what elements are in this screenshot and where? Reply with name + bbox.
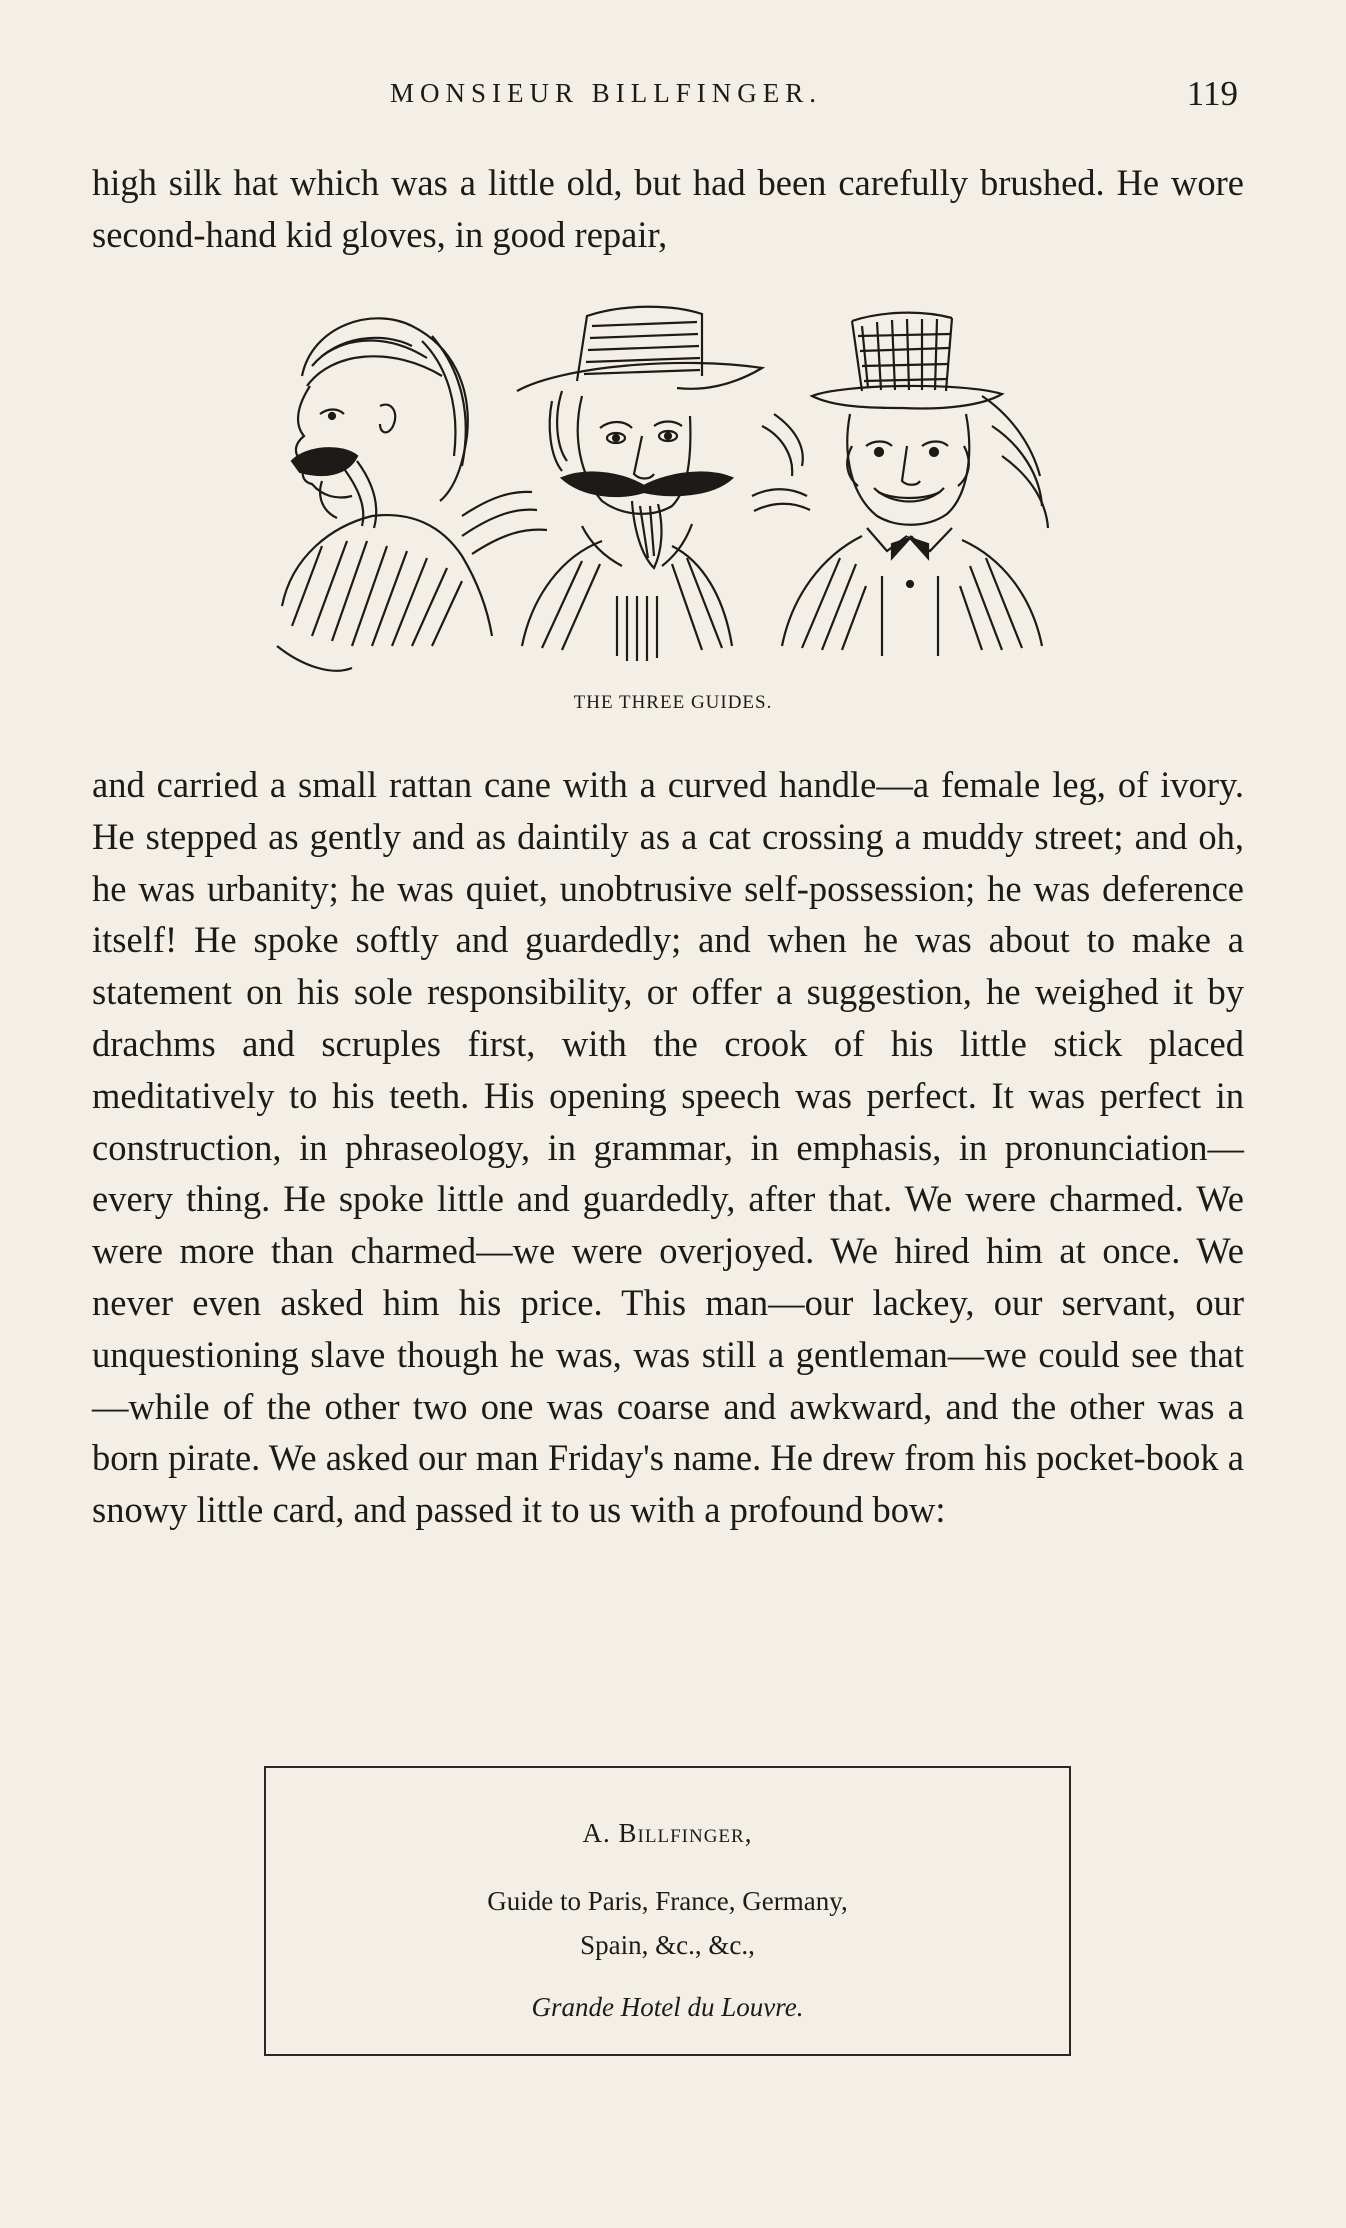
page-number: 119 [1186,74,1238,113]
card-description-line-2: Spain, &c., &c., [580,1930,755,1960]
business-card [264,1766,1071,2056]
paragraph-top: high silk hat which was a little old, but had been carefully brushed. He wore second-hand kid gloves, in good repair, [92,162,1244,255]
paragraph-main: and carried a small rattan cane with a curved handle—a female leg, of ivory. He stepped as gently and as daintily as a cat crossing a muddy street; and oh, he was urbanity; he was quiet, unobtrusive self-possession; he was deference itself! He spoke softly and guardedly; and when he was about to make a statement on his sole responsibility, or offer a suggestion, he weighed it by drachms and scruples first, with the crook of his little stick placed meditatively to his teeth. His opening speech was perfect. It was perfect in construction, in phraseology, in grammar, in emphasis, in pronunciation—every thing. He spoke little and guardedly, after that. We were charmed. We were more than charmed—we were overjoyed. We hired him at once. We never even asked him his price. This man—our lackey, our servant, our unquestioning slave though he was, was still a gentleman—we could see that —while of the other two one was coarse and awkward, and the other was a born pirate. We asked our man Friday's name. He drew from his pocket-book a snowy little card, and passed it to us with a profound bow: [92,764,1244,1531]
running-title: MONSIEUR BILLFINGER. [390,78,823,108]
guide-right-figure [752,313,1048,656]
card-name: A. Billfinger, [582,1818,753,1848]
guide-left-figure [277,318,492,670]
card-description-line-1: Guide to Paris, France, Germany, [487,1886,848,1916]
three-guides-engraving [262,296,1122,682]
guide-middle-figure [462,307,762,661]
card-address: Grande Hotel du Louvre. [531,1992,804,2022]
illustration-caption: THE THREE GUIDES. [573,692,773,713]
